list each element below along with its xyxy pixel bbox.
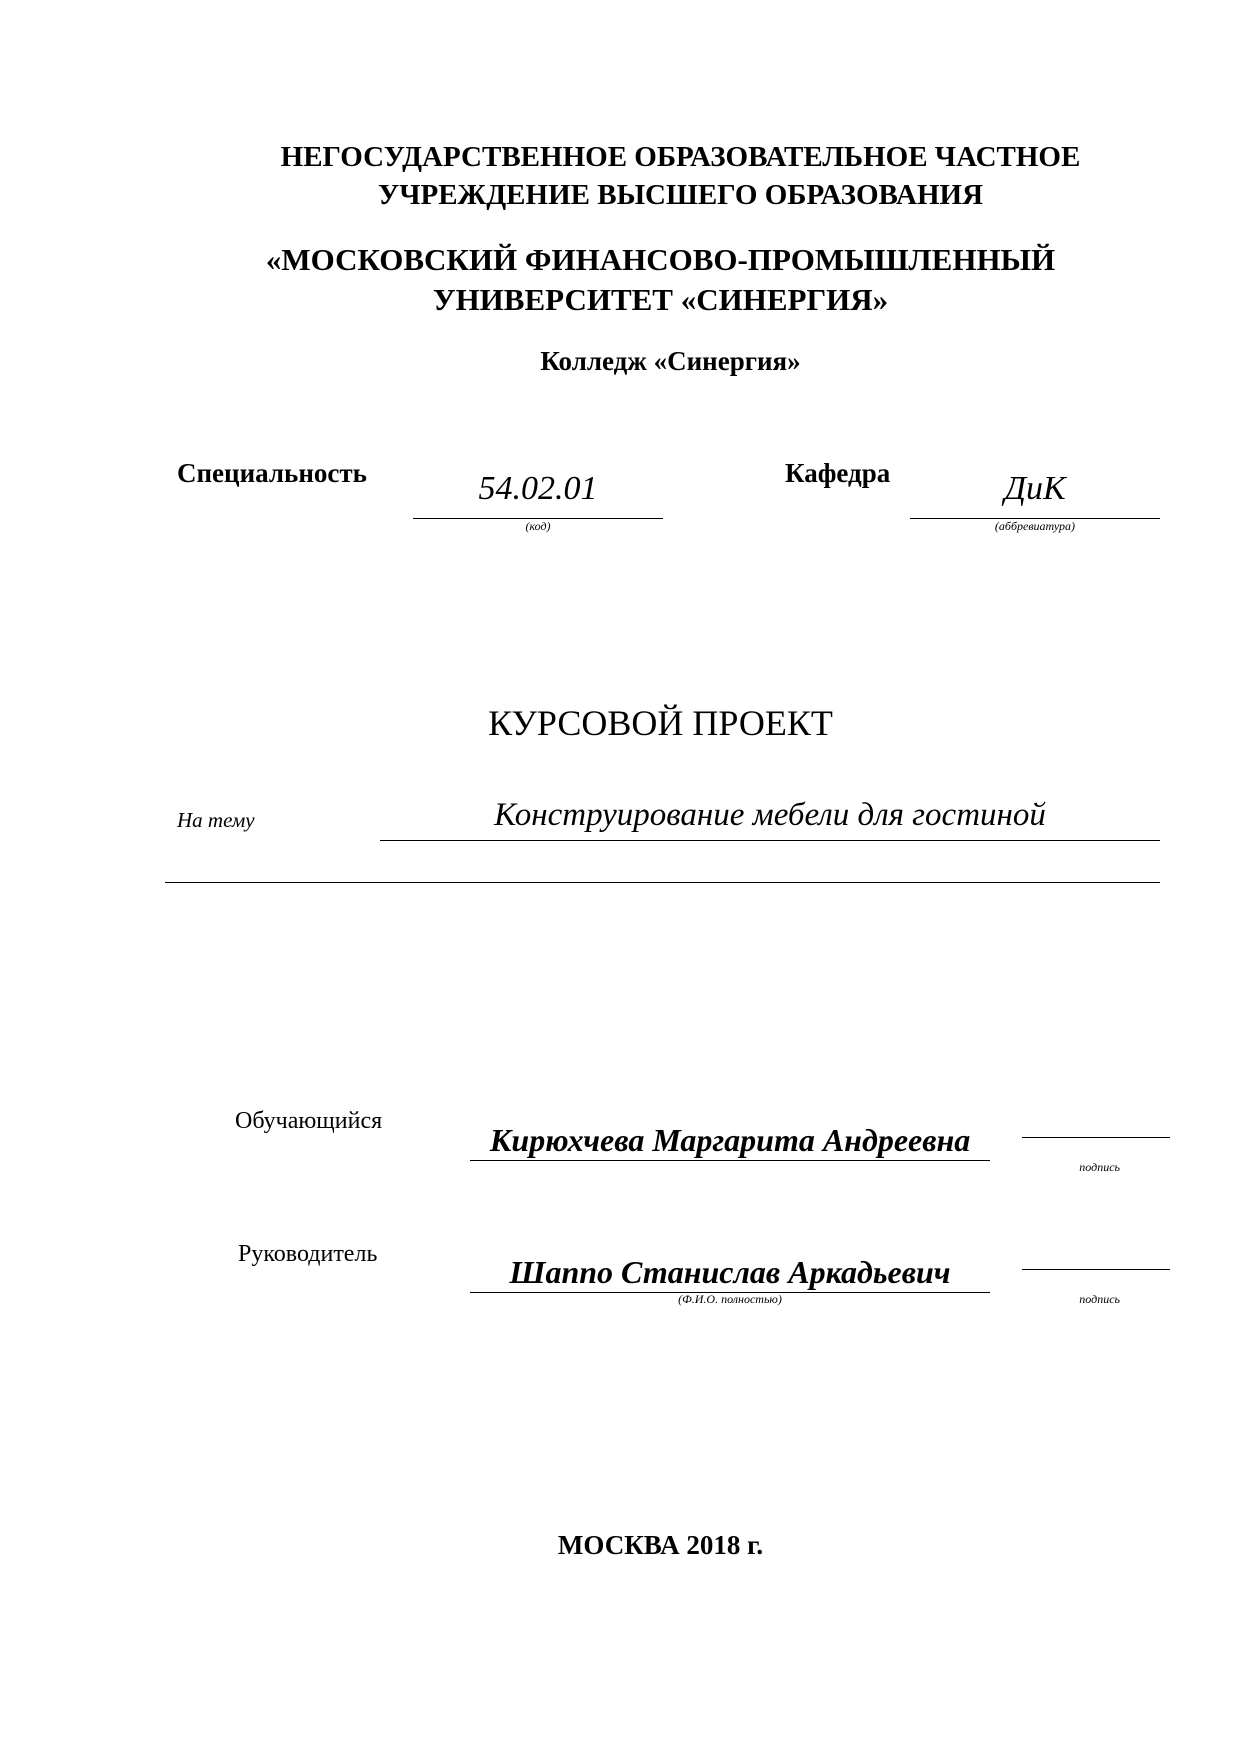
student-name-underline <box>470 1160 990 1161</box>
student-label: Обучающийся <box>235 1108 383 1134</box>
supervisor-signature-line <box>1022 1269 1170 1270</box>
student-signature-line <box>1022 1137 1170 1138</box>
university-line-2: УНИВЕРСИТЕТ «СИНЕРГИЯ» <box>432 282 889 317</box>
document-type: КУРСОВОЙ ПРОЕКТ <box>488 703 833 743</box>
department-caption: (аббревиатура) <box>994 519 1076 533</box>
topic-value: Конструирование мебели для гостиной <box>494 797 1046 833</box>
college-name: Колледж «Синергия» <box>540 346 801 376</box>
city-year: МОСКВА 2018 г. <box>557 1530 764 1560</box>
student-signature-caption: подпись <box>1079 1160 1120 1174</box>
department-label: Кафедра <box>785 458 891 488</box>
student-name: Кирюхчева Маргарита Андреевна <box>489 1122 971 1158</box>
university-line-1: «МОСКОВСКИЙ ФИНАНСОВО-ПРОМЫШЛЕННЫЙ <box>265 242 1056 277</box>
specialty-code: 54.02.01 <box>478 470 598 507</box>
org-line-2: УЧРЕЖДЕНИЕ ВЫСШЕГО ОБРАЗОВАНИЯ <box>377 179 984 211</box>
supervisor-name: Шаппо Станислав Аркадьевич <box>509 1254 951 1290</box>
department-abbreviation: ДиК <box>1004 470 1066 507</box>
supervisor-name-caption: (Ф.И.О. полностью) <box>678 1292 782 1306</box>
university-name <box>0 240 1241 320</box>
topic-second-line <box>165 882 1160 883</box>
organization-header <box>0 138 1241 214</box>
topic-label: На тему <box>177 808 255 832</box>
specialty-label: Специальность <box>177 458 367 488</box>
topic-underline <box>380 840 1160 841</box>
specialty-caption: (код) <box>525 519 551 533</box>
supervisor-signature-caption: подпись <box>1079 1292 1120 1306</box>
supervisor-label: Руководитель <box>238 1241 378 1267</box>
org-line-1: НЕГОСУДАРСТВЕННОЕ ОБРАЗОВАТЕЛЬНОЕ ЧАСТНОЕ <box>280 141 1081 173</box>
